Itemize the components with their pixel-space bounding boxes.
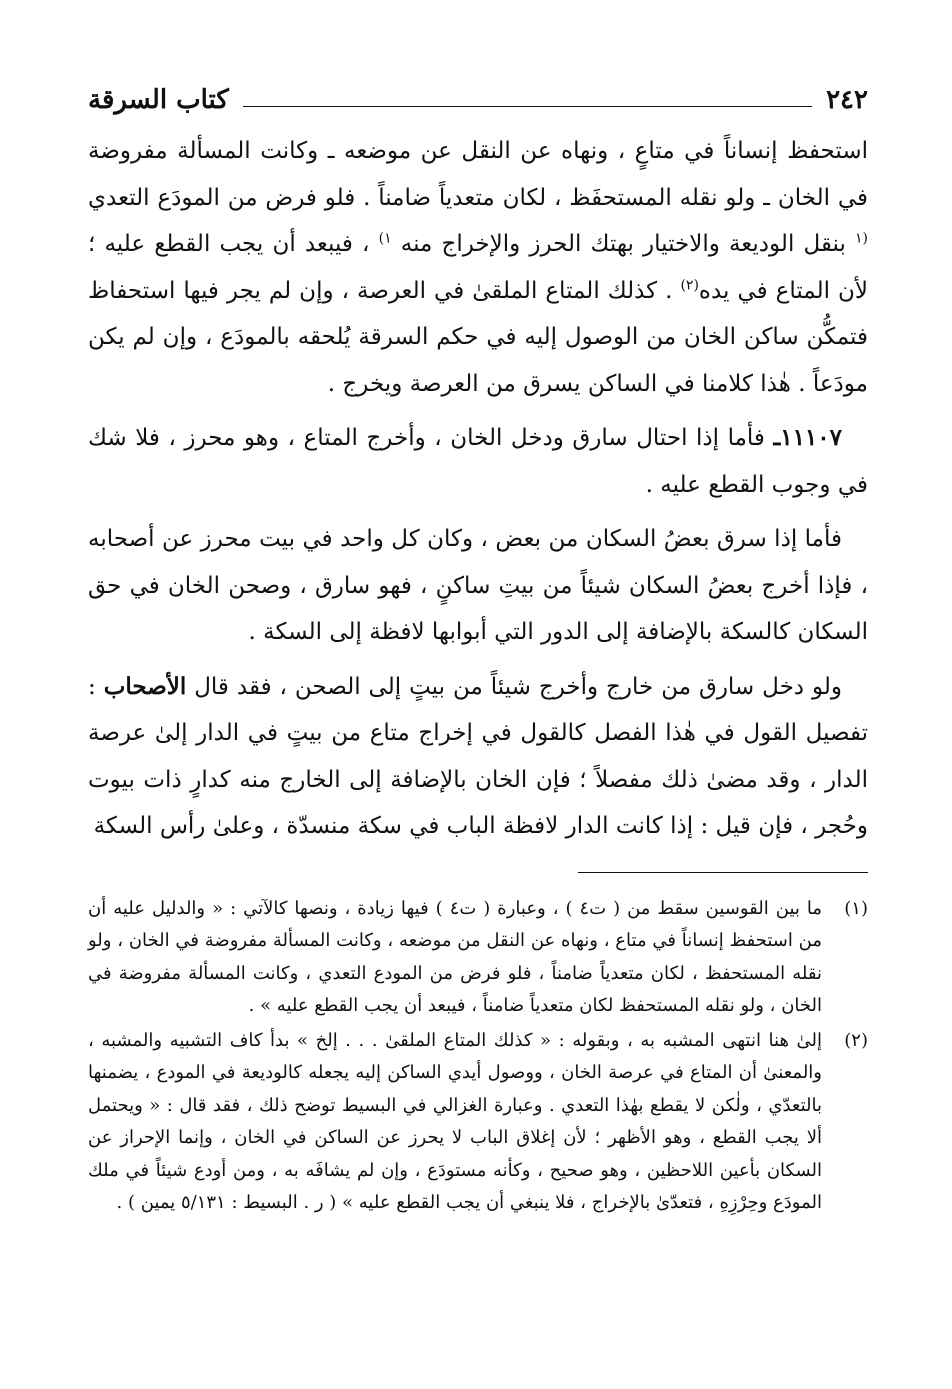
footnote-text: إلىٰ هنا انتهى المشبه به ، وبقوله : « كذلك المتاع الملقىٰ . . . إلخ » بدأ كاف التشبيه والمشبه ، والمعنىٰ أن المتاع في عرصة الخان ، ووصول أيدي الساكن إليه يجعله كالوديعة في المودع ، يضمنها بالتعدّي ، ولٰكن لا يقطع بهٰذا التعدي . وعبارة الغزالي في البسيط توضح ذلك ، فقد قال : « ويحتمل ألا يجب القطع ، وهو الأظهر ؛ لأن إغلاق الباب لا يحرز عن الساكن في الخان ، وإنما الإحراز عن السكان بأعين اللاحظين ، وهو صحيح ، وكأنه مستودَع ، وإن لم يشافَه به ، ومن أودع شيئاً في ملك المودَع وحِرْزِهِ ، فتعدّىٰ بالإخراج ، فلا ينبغي أن يجب القطع عليه » ( ر . البسيط : ٥/١٣١ يمين ) . xyxy=(88,1029,822,1213)
paragraph-2 xyxy=(88,415,868,508)
paragraph-1-text-a: استحفظ إنساناً في متاعٍ ، ونهاه عن النقل عن موضعه ـ وكانت المسألة مفروضة في الخان ـ ولو نقله المستحفَظ ، لكان متعدياً ضامناً . فلو فرض من المودَع التعدي xyxy=(88,138,868,211)
issue-number: ١١١٠٧ـ xyxy=(773,424,842,451)
paragraph-1-text-c: ، فيبعد أن يجب القطع عليه ؛ لأن المتاع في يده xyxy=(88,231,869,304)
document-page xyxy=(88,80,868,1370)
paragraph-2-text: فأما إذا احتال سارق ودخل الخان ، وأخرج المتاع ، وهو محرز ، فلا شك في وجوب القطع عليه . xyxy=(88,425,868,498)
bold-term: الأصحاب xyxy=(103,672,187,700)
header-rule xyxy=(243,106,812,107)
page-number: ٢٤٢ xyxy=(826,85,868,115)
footnote-marker-1-close: ١) xyxy=(378,230,392,247)
footnotes xyxy=(88,893,868,1220)
paragraph-4-text-b: : تفصيل القول في هٰذا الفصل كالقول في إخراج متاع من بيتٍ في الدار إلىٰ عرصة الدار ، وقد مضىٰ ذلك مفصلاً ؛ فإن الخان بالإضافة إلى الخارج منه كدارٍ ذات بيوت وحُجر ، فإن قيل : إذا كانت الدار لافظة الباب في سكة منسدّة ، وعلىٰ رأس السكة xyxy=(88,673,868,839)
footnote-number: (١) xyxy=(844,897,868,919)
paragraph-3: فأما إذا سرق بعضُ السكان من بعض ، وكان كل واحد في بيت محرز عن أصحابه ، فإذا أخرج بعضُ السكان شيئاً من بيتِ ساكنٍ ، فهو سارق ، وصحن الخان في حق السكان كالسكة بالإضافة إلى الدور التي أبوابها لافظة إلى السكة . xyxy=(88,526,868,645)
paragraph-1-text-b: بنقل الوديعة والاختيار بهتك الحرز والإخراج منه xyxy=(400,231,855,257)
footnote-1 xyxy=(88,893,868,1023)
main-text xyxy=(88,128,868,850)
footnote-rule xyxy=(578,872,868,873)
book-title: كتاب السرقة xyxy=(88,85,229,115)
paragraph-1-text-d: . كذلك المتاع الملقىٰ في العرصة ، وإن لم يجر فيها استحفاظ فتمكُّن ساكن الخان من الوصول إليه في حكم السرقة يُلحقه بالمودَع ، وإن لم يكن مودَعاً . هٰذا كلامنا في الساكن يسرق من العرصة ويخرج . xyxy=(88,277,868,397)
paragraph-1 xyxy=(88,128,868,407)
paragraph-4-text-a: ولو دخل سارق من خارج وأخرج شيئاً من بيتٍ إلى الصحن ، فقد قال xyxy=(186,673,842,700)
paragraph-4 xyxy=(88,664,868,850)
footnote-text: ما بين القوسين سقط من ( ت٤ ) ، وعبارة ( ت٤ ) فيها زيادة ، ونصها كالآتي : « والدليل عليه أن من استحفظ إنساناً في متاع ، ونهاه عن النقل من موضعه ، وكانت المسألة مفروضة في الخان ، ولو نقله المستحفظ ، لكان متعدياً ضامناً ، فلو فرض من المودع التعدي ، وكانت المسألة مفروضة في الخان ، ولو نقله المستحفظ لكان متعدياً ضامناً ، فيبعد أن يجب القطع عليه » . xyxy=(88,897,822,1016)
footnote-2 xyxy=(88,1025,868,1220)
footnote-marker-2: (٢) xyxy=(680,276,699,293)
footnote-number: (٢) xyxy=(844,1029,868,1051)
footnote-marker-1-open: (١ xyxy=(855,230,868,247)
page-header xyxy=(88,80,868,120)
